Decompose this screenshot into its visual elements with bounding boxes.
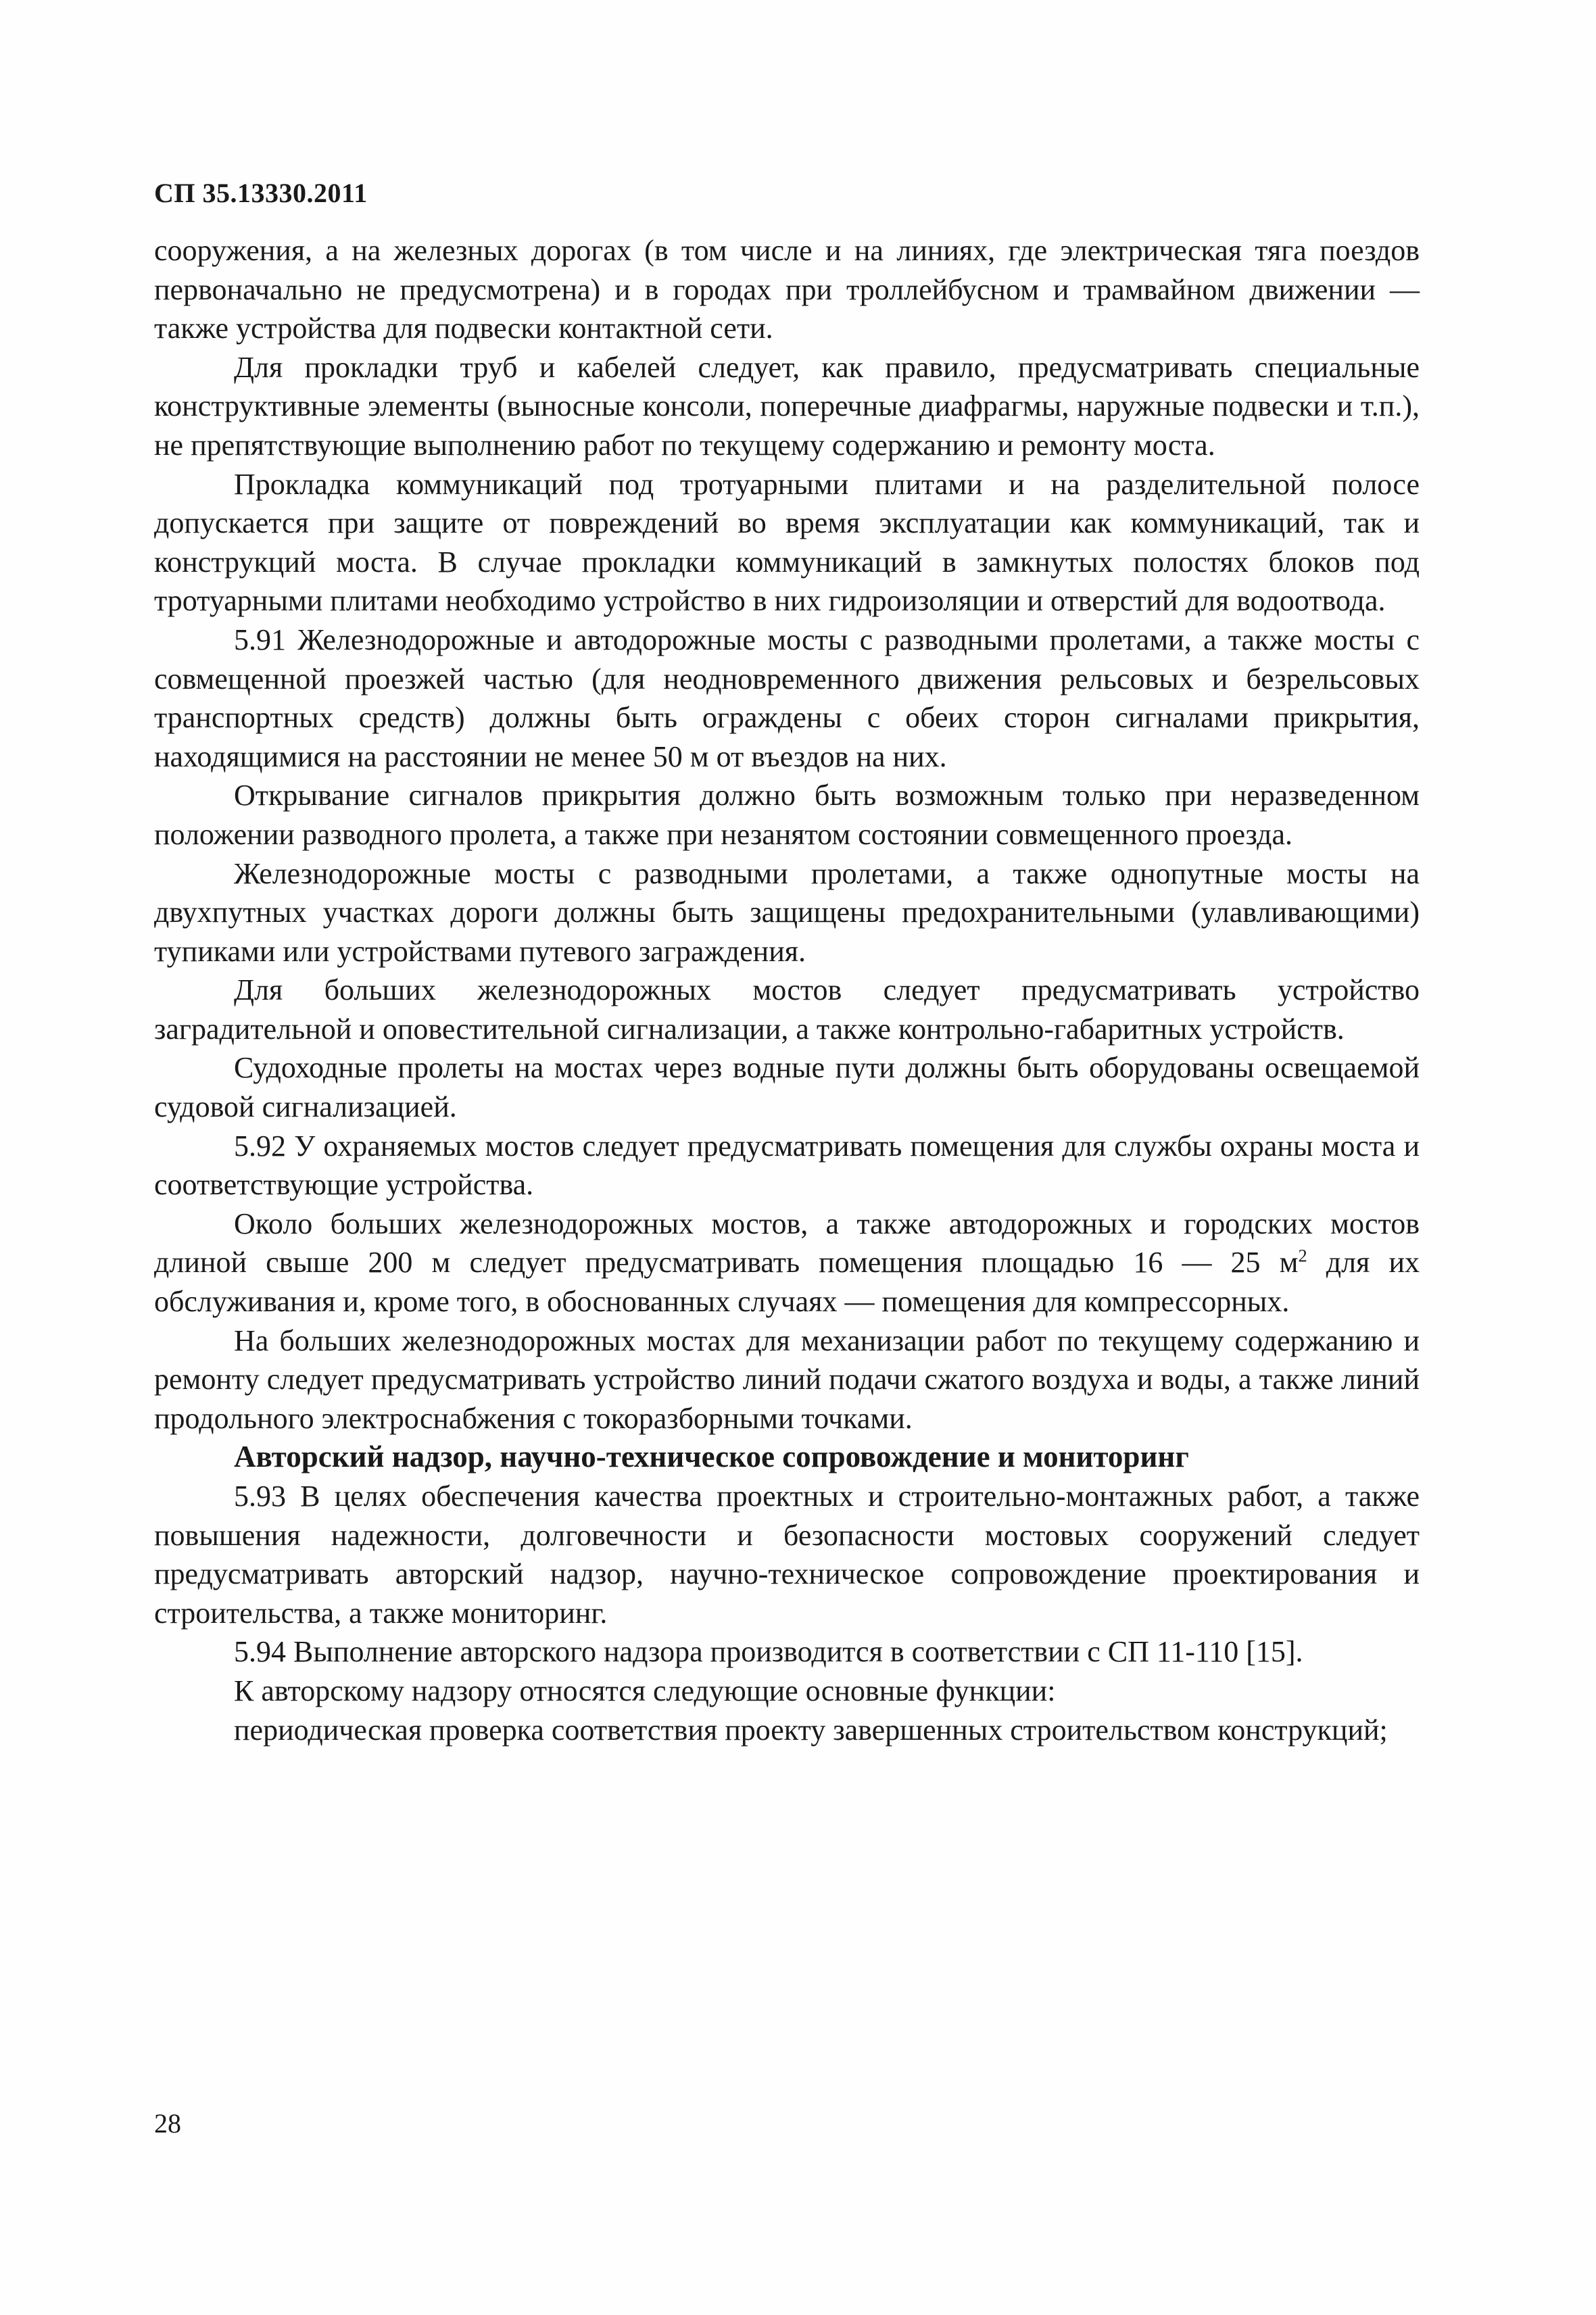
- paragraph-clause-5-91: 5.91 Железнодорожные и автодорожные мосты с разводными пролетами, а также мосты с совмещенной проезжей частью (для неодновременного движения рельсовых и безрельсовых транспортных средств) должны быть ограждены с обеих сторон сигналами прикрытия, находящимися на расстоянии не менее 50 м от въездов на них.: [154, 623, 1420, 773]
- paragraph: Открывание сигналов прикрытия должно быть возможным только при неразведенном положении разводного пролета, а также при незанятом состоянии совмещенного проезда.: [154, 779, 1420, 851]
- section-heading: Авторский надзор, научно-техническое сопровождение и мониторинг: [234, 1440, 1189, 1474]
- paragraph: периодическая проверка соответствия проекту завершенных строительством конструкций;: [234, 1713, 1388, 1747]
- paragraph-clause-5-92: 5.92 У охраняемых мостов следует предусматривать помещения для службы охраны моста и соответствующие устройства.: [154, 1129, 1420, 1202]
- paragraph: Для больших железнодорожных мостов следует предусматривать устройство заградительной и оповестительной сигнализации, а также контрольно-габаритных устройств.: [154, 973, 1420, 1046]
- paragraph-area-text-before: Около больших железнодорожных мостов, а также автодорожных и городских мостов длиной свыше 200 м следует предусматривать помещения площадью 16 — 25 м: [154, 1207, 1420, 1280]
- paragraph: Прокладка коммуникаций под тротуарными плитами и на разделительной полосе допускается при защите от повреждений во время эксплуатации как коммуникаций, так и конструкций моста. В случае прокладки коммуникаций в замкнутых полостях блоков под тротуарными плитами необходимо устройство в них гидроизоляции и отверстий для водоотвода.: [154, 467, 1420, 618]
- superscript-exponent: 2: [1298, 1245, 1307, 1266]
- paragraph-clause-5-93: 5.93 В целях обеспечения качества проектных и строительно-монтажных работ, а также повышения надежности, долговечности и безопасности мостовых сооружений следует предусматривать авторский надзор, научно-техническое сопровождение проектирования и строительства, а также мониторинг.: [154, 1480, 1420, 1630]
- paragraph: Судоходные пролеты на мостах через водные пути должны быть оборудованы освещаемой судовой сигнализацией.: [154, 1051, 1420, 1124]
- paragraph-area-text-after: для их обслуживания и, кроме того, в обоснованных случаях — помещения для компрессорных.: [154, 1246, 1420, 1319]
- paragraph: сооружения, а на железных дорогах (в том числе и на линиях, где электрическая тяга поездов первоначально не предусмотрена) и в городах при троллейбусном и трамвайном движении — также устройства для подвески контактной сети.: [154, 234, 1420, 345]
- paragraph: На больших железнодорожных мостах для механизации работ по текущему содержанию и ремонту следует предусматривать устройство линий подачи сжатого воздуха и воды, а также линий продольного электроснабжения с токоразборными точками.: [154, 1323, 1420, 1435]
- document-code-header: СП 35.13330.2011: [154, 178, 368, 208]
- body-text: [154, 231, 1420, 1749]
- paragraph: К авторскому надзору относятся следующие основные функции:: [234, 1674, 1056, 1707]
- paragraph: Железнодорожные мосты с разводными пролетами, а также однопутные мосты на двухпутных участках дороги должны быть защищены предохранительными (улавливающими) тупиками или устройствами путевого заграждения.: [154, 856, 1420, 968]
- paragraph: Для прокладки труб и кабелей следует, как правило, предусматривать специальные конструктивные элементы (выносные консоли, поперечные диафрагмы, наружные подвески и т.п.), не препятствующие выполнению работ по текущему содержанию и ремонту моста.: [154, 350, 1420, 462]
- page-number: 28: [154, 2108, 181, 2139]
- paragraph-clause-5-94: 5.94 Выполнение авторского надзора производится в соответствии с СП 11-110 [15].: [234, 1635, 1303, 1669]
- paragraph-area-requirement: [154, 1204, 1420, 1321]
